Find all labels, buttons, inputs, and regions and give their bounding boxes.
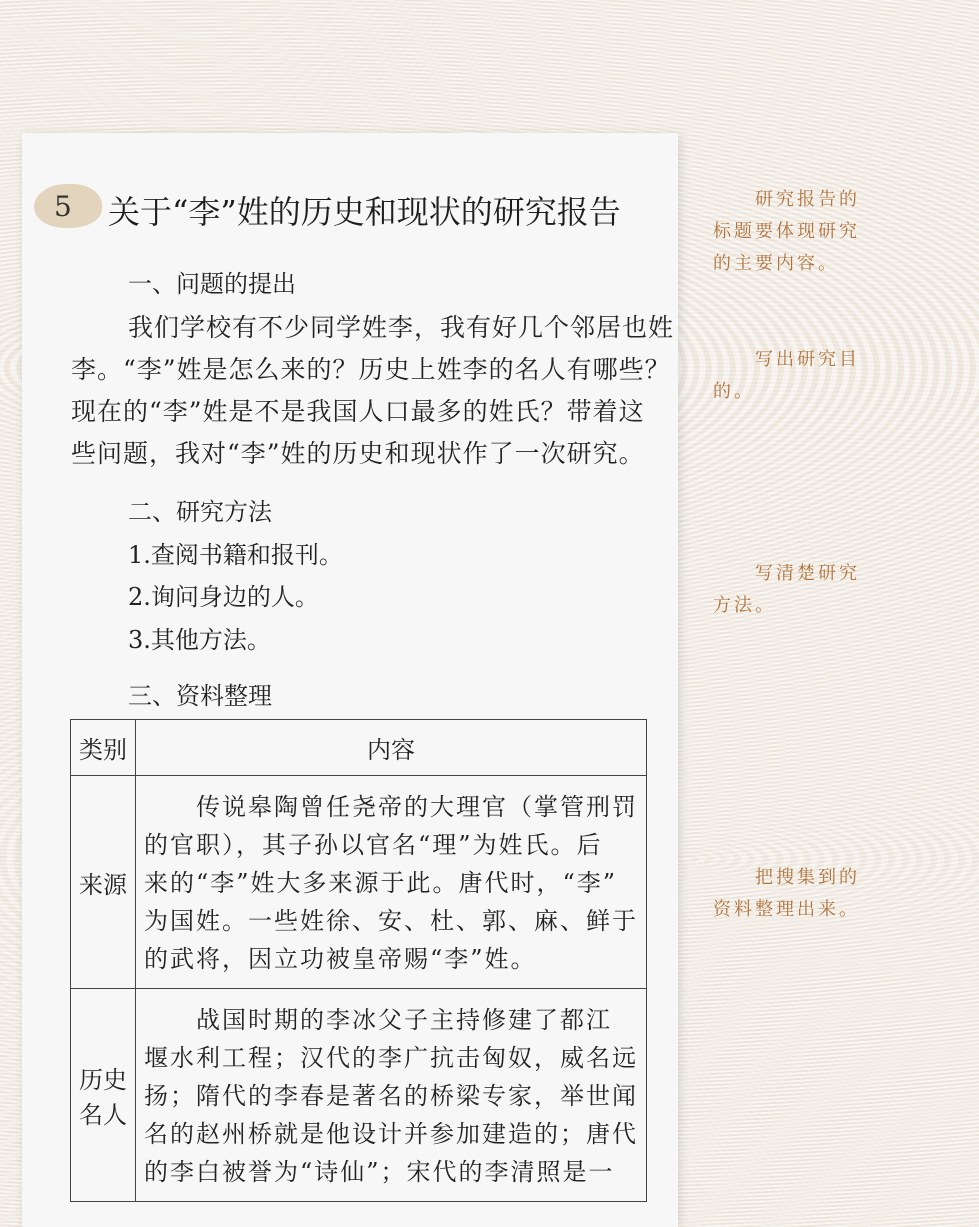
section1-line: 李。“李”姓是怎么来的？历史上姓李的名人有哪些？: [71, 355, 671, 384]
method-item: 2.询问身边的人。: [128, 583, 319, 611]
table-header-content: 内容: [136, 720, 647, 776]
table-row: [71, 776, 647, 989]
note-line: 标题要体现研究: [713, 221, 860, 242]
note-line: 方法。: [713, 595, 776, 616]
note-line: 研究报告的: [713, 189, 860, 210]
margin-note-title: [713, 184, 860, 280]
note-line: 写出研究目: [713, 349, 860, 370]
section1-line: 些问题，我对“李”姓的历史和现状作了一次研究。: [71, 439, 645, 468]
margin-note-purpose: [713, 344, 860, 408]
category-label: 名人: [79, 1101, 127, 1129]
category-label: 来源: [79, 870, 127, 899]
note-line: 资料整理出来。: [713, 899, 860, 920]
note-line: 的主要内容。: [713, 253, 839, 274]
note-line: 把搜集到的: [713, 867, 860, 888]
note-line: 写清楚研究: [713, 563, 860, 584]
content-line: 为国姓。一些姓徐、安、杜、郭、麻、鲜于: [144, 907, 638, 935]
section2-heading: 二、研究方法: [128, 498, 272, 526]
table-header-category: 类别: [71, 720, 136, 776]
content-line: 战国时期的李冰父子主持修建了都江: [144, 1006, 612, 1034]
table-row: [71, 989, 647, 1202]
section1-line: 我们学校有不少同学姓李，我有好几个邻居也姓: [128, 313, 675, 342]
section1-line: 现在的“李”姓是不是我国人口最多的姓氏？带着这: [71, 397, 645, 426]
page-title: 关于“李”姓的历史和现状的研究报告: [108, 193, 621, 231]
margin-note-data: [713, 862, 860, 926]
method-item: 3.其他方法。: [128, 626, 271, 654]
method-item: 1.查阅书籍和报刊。: [128, 541, 343, 569]
table-header-row: [71, 720, 647, 776]
content-line: 的官职），其子孙以官名“理”为姓氏。后: [144, 831, 603, 859]
section3-heading: 三、资料整理: [128, 682, 272, 710]
content-line: 的李白被誉为“诗仙”；宋代的李清照是一: [144, 1158, 615, 1186]
table-content-cell: [136, 989, 647, 1202]
content-line: 的武将，因立功被皇帝赐“李”姓。: [144, 945, 537, 973]
content-line: 来的“李”姓大多来源于此。唐代时，“李”: [144, 869, 618, 897]
table-content-cell: [136, 776, 647, 989]
data-table: [70, 719, 647, 1202]
content-line: 名的赵州桥就是他设计并参加建造的；唐代: [144, 1120, 638, 1148]
table-category-cell: [71, 989, 136, 1202]
category-label: 历史: [79, 1066, 127, 1094]
margin-note-method: [713, 558, 860, 622]
content-line: 堰水利工程；汉代的李广抗击匈奴，威名远: [144, 1044, 638, 1072]
section-number: 5: [54, 190, 72, 223]
content-line: 扬；隋代的李春是著名的桥梁专家，举世闻: [144, 1082, 638, 1110]
section1-heading: 一、问题的提出: [128, 270, 296, 298]
table-category-cell: [71, 776, 136, 989]
note-line: 的。: [713, 381, 755, 402]
content-line: 传说皋陶曾任尧帝的大理官（掌管刑罚: [144, 793, 638, 821]
